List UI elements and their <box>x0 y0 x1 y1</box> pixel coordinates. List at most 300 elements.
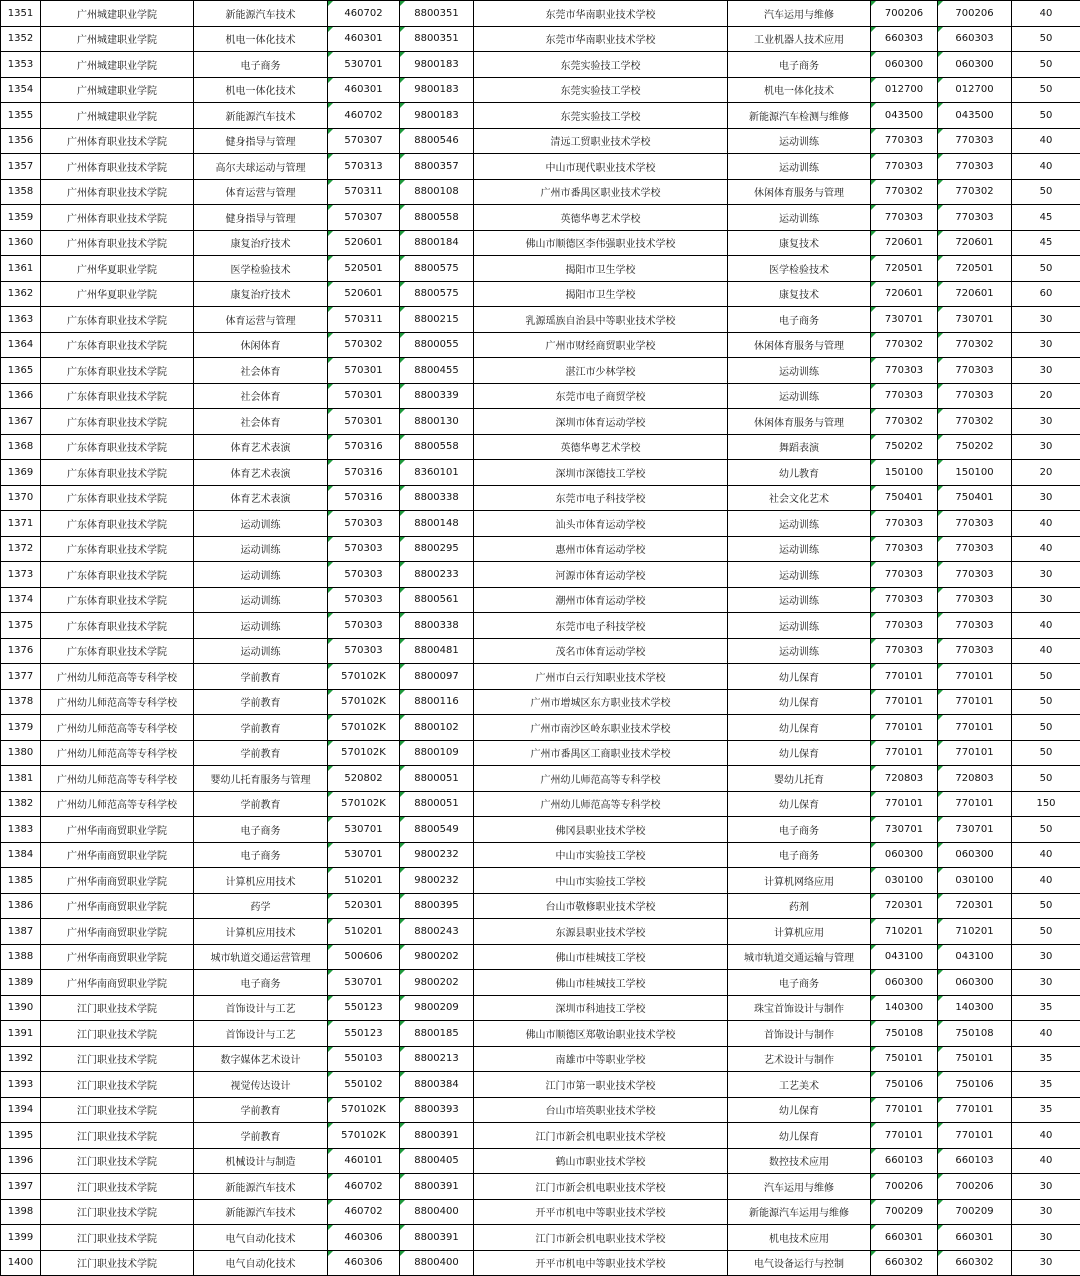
row-number-cell: 1386 <box>1 893 41 919</box>
higher-major-cell: 健身指导与管理 <box>194 205 328 231</box>
higher-major-code-cell: 570102K <box>328 664 400 690</box>
higher-major-code-cell: 570102K <box>328 715 400 741</box>
secondary-major-code-2-cell: 710201 <box>938 919 1012 945</box>
secondary-major-code-2-cell: 720501 <box>938 256 1012 282</box>
higher-major-code-cell: 550102 <box>328 1072 400 1098</box>
higher-major-cell: 高尔夫球运动与管理 <box>194 154 328 180</box>
higher-college-cell: 广东体育职业技术学院 <box>41 613 194 639</box>
row-number-cell: 1368 <box>1 434 41 460</box>
school-code-cell: 8800215 <box>400 307 474 333</box>
higher-major-cell: 社会体育 <box>194 409 328 435</box>
table-row <box>1 281 1080 307</box>
higher-major-code-cell: 460101 <box>328 1148 400 1174</box>
table-row <box>1 1 1080 27</box>
row-number-cell: 1365 <box>1 358 41 384</box>
row-number-cell: 1362 <box>1 281 41 307</box>
enrollment-plan-cell: 30 <box>1012 970 1080 996</box>
secondary-school-cell: 东源县职业技术学校 <box>474 919 728 945</box>
row-number-cell: 1354 <box>1 77 41 103</box>
higher-college-cell: 江门职业技术学院 <box>41 1046 194 1072</box>
secondary-major-code-cell: 750108 <box>871 1021 938 1047</box>
school-code-cell: 8800455 <box>400 358 474 384</box>
higher-major-code-cell: 570102K <box>328 689 400 715</box>
higher-college-cell: 广州城建职业学院 <box>41 1 194 27</box>
secondary-major-cell: 电子商务 <box>728 307 871 333</box>
secondary-major-code-2-cell: 660301 <box>938 1225 1012 1251</box>
higher-major-code-cell: 460702 <box>328 1199 400 1225</box>
school-code-cell: 8800051 <box>400 791 474 817</box>
row-number-cell: 1383 <box>1 817 41 843</box>
enrollment-plan-cell: 50 <box>1012 919 1080 945</box>
row-number-cell: 1366 <box>1 383 41 409</box>
secondary-major-code-cell: 770303 <box>871 128 938 154</box>
higher-college-cell: 广东体育职业技术学院 <box>41 383 194 409</box>
enrollment-plan-cell: 35 <box>1012 1046 1080 1072</box>
secondary-major-code-2-cell: 730701 <box>938 307 1012 333</box>
table-row <box>1 587 1080 613</box>
secondary-major-code-cell: 730701 <box>871 307 938 333</box>
row-number-cell: 1387 <box>1 919 41 945</box>
school-code-cell: 8800116 <box>400 689 474 715</box>
higher-college-cell: 广东体育职业技术学院 <box>41 638 194 664</box>
enrollment-plan-cell: 40 <box>1012 1123 1080 1149</box>
secondary-major-cell: 机电一体化技术 <box>728 77 871 103</box>
enrollment-plan-cell: 50 <box>1012 766 1080 792</box>
row-number-cell: 1359 <box>1 205 41 231</box>
secondary-major-code-2-cell: 660302 <box>938 1250 1012 1276</box>
higher-major-cell: 运动训练 <box>194 562 328 588</box>
table-row <box>1 562 1080 588</box>
secondary-major-code-2-cell: 770101 <box>938 1123 1012 1149</box>
secondary-school-cell: 东莞实验技工学校 <box>474 77 728 103</box>
higher-major-cell: 社会体育 <box>194 358 328 384</box>
enrollment-plan-cell: 30 <box>1012 358 1080 384</box>
secondary-major-code-cell: 770303 <box>871 613 938 639</box>
higher-major-code-cell: 530701 <box>328 970 400 996</box>
row-number-cell: 1396 <box>1 1148 41 1174</box>
higher-major-cell: 康复治疗技术 <box>194 230 328 256</box>
secondary-major-code-2-cell: 770302 <box>938 179 1012 205</box>
school-code-cell: 8800400 <box>400 1250 474 1276</box>
secondary-major-code-2-cell: 770101 <box>938 740 1012 766</box>
higher-major-code-cell: 570303 <box>328 562 400 588</box>
secondary-major-code-cell: 720301 <box>871 893 938 919</box>
table-row <box>1 893 1080 919</box>
school-code-cell: 8800148 <box>400 511 474 537</box>
secondary-major-code-cell: 043100 <box>871 944 938 970</box>
school-code-cell: 8800546 <box>400 128 474 154</box>
secondary-major-cell: 运动训练 <box>728 536 871 562</box>
higher-college-cell: 广州华南商贸职业学院 <box>41 970 194 996</box>
secondary-major-code-2-cell: 770101 <box>938 664 1012 690</box>
table-row <box>1 128 1080 154</box>
enrollment-plan-cell: 40 <box>1012 1 1080 27</box>
school-code-cell: 8800295 <box>400 536 474 562</box>
secondary-school-cell: 英德华粤艺术学校 <box>474 434 728 460</box>
school-code-cell: 8800109 <box>400 740 474 766</box>
higher-college-cell: 广东体育职业技术学院 <box>41 307 194 333</box>
school-code-cell: 8800405 <box>400 1148 474 1174</box>
secondary-major-cell: 工艺美术 <box>728 1072 871 1098</box>
higher-major-cell: 机电一体化技术 <box>194 77 328 103</box>
secondary-school-cell: 东莞市电子商贸学校 <box>474 383 728 409</box>
secondary-major-code-2-cell: 770303 <box>938 613 1012 639</box>
higher-major-code-cell: 520301 <box>328 893 400 919</box>
secondary-major-code-cell: 140300 <box>871 995 938 1021</box>
school-code-cell: 9800183 <box>400 77 474 103</box>
higher-college-cell: 广州体育职业技术学院 <box>41 230 194 256</box>
row-number-cell: 1351 <box>1 1 41 27</box>
school-code-cell: 8800233 <box>400 562 474 588</box>
table-row <box>1 664 1080 690</box>
higher-major-cell: 电子商务 <box>194 52 328 78</box>
table-row <box>1 1250 1080 1276</box>
secondary-major-code-2-cell: 770303 <box>938 587 1012 613</box>
secondary-major-cell: 幼儿保育 <box>728 1097 871 1123</box>
school-code-cell: 8800391 <box>400 1123 474 1149</box>
table-row <box>1 383 1080 409</box>
higher-major-cell: 社会体育 <box>194 383 328 409</box>
secondary-major-cell: 幼儿保育 <box>728 715 871 741</box>
higher-college-cell: 广州幼儿师范高等专科学校 <box>41 740 194 766</box>
school-code-cell: 8800243 <box>400 919 474 945</box>
higher-major-cell: 电气自动化技术 <box>194 1250 328 1276</box>
enrollment-plan-cell: 30 <box>1012 434 1080 460</box>
secondary-school-cell: 佛山市顺德区郑敬诒职业技术学校 <box>474 1021 728 1047</box>
secondary-major-code-cell: 770303 <box>871 587 938 613</box>
secondary-major-code-cell: 030100 <box>871 868 938 894</box>
table-row <box>1 766 1080 792</box>
higher-major-cell: 体育艺术表演 <box>194 434 328 460</box>
table-row <box>1 715 1080 741</box>
secondary-school-cell: 广州市白云行知职业技术学校 <box>474 664 728 690</box>
secondary-major-code-cell: 710201 <box>871 919 938 945</box>
secondary-major-cell: 运动训练 <box>728 154 871 180</box>
enrollment-plan-cell: 40 <box>1012 842 1080 868</box>
secondary-major-code-2-cell: 720301 <box>938 893 1012 919</box>
higher-college-cell: 广州幼儿师范高等专科学校 <box>41 766 194 792</box>
secondary-major-code-cell: 060300 <box>871 842 938 868</box>
school-code-cell: 9800202 <box>400 944 474 970</box>
secondary-major-code-2-cell: 770303 <box>938 205 1012 231</box>
row-number-cell: 1371 <box>1 511 41 537</box>
secondary-major-cell: 艺术设计与制作 <box>728 1046 871 1072</box>
school-code-cell: 9800232 <box>400 842 474 868</box>
secondary-school-cell: 揭阳市卫生学校 <box>474 281 728 307</box>
row-number-cell: 1357 <box>1 154 41 180</box>
secondary-school-cell: 东莞市电子科技学校 <box>474 485 728 511</box>
higher-major-code-cell: 460306 <box>328 1250 400 1276</box>
row-number-cell: 1361 <box>1 256 41 282</box>
secondary-major-code-2-cell: 060300 <box>938 52 1012 78</box>
enrollment-plan-cell: 40 <box>1012 536 1080 562</box>
secondary-major-cell: 运动训练 <box>728 358 871 384</box>
secondary-school-cell: 湛江市少林学校 <box>474 358 728 384</box>
secondary-school-cell: 中山市现代职业技术学校 <box>474 154 728 180</box>
table-row <box>1 1097 1080 1123</box>
higher-college-cell: 广州华南商贸职业学院 <box>41 919 194 945</box>
secondary-major-code-2-cell: 770303 <box>938 536 1012 562</box>
row-number-cell: 1382 <box>1 791 41 817</box>
secondary-major-cell: 运动训练 <box>728 638 871 664</box>
enrollment-plan-cell: 40 <box>1012 511 1080 537</box>
secondary-major-code-2-cell: 770303 <box>938 358 1012 384</box>
secondary-school-cell: 深圳市体育运动学校 <box>474 409 728 435</box>
school-code-cell: 8800338 <box>400 485 474 511</box>
row-number-cell: 1370 <box>1 485 41 511</box>
enrollment-plan-cell: 50 <box>1012 256 1080 282</box>
enrollment-plan-cell: 30 <box>1012 562 1080 588</box>
secondary-major-cell: 城市轨道交通运输与管理 <box>728 944 871 970</box>
higher-major-cell: 机电一体化技术 <box>194 26 328 52</box>
higher-major-cell: 电子商务 <box>194 970 328 996</box>
enrollment-plan-cell: 50 <box>1012 26 1080 52</box>
secondary-major-cell: 婴幼儿托育 <box>728 766 871 792</box>
secondary-major-code-cell: 660103 <box>871 1148 938 1174</box>
higher-major-cell: 数字媒体艺术设计 <box>194 1046 328 1072</box>
secondary-school-cell: 惠州市体育运动学校 <box>474 536 728 562</box>
enrollment-plan-cell: 20 <box>1012 460 1080 486</box>
row-number-cell: 1356 <box>1 128 41 154</box>
higher-major-cell: 计算机应用技术 <box>194 868 328 894</box>
higher-major-cell: 电子商务 <box>194 817 328 843</box>
school-code-cell: 8800549 <box>400 817 474 843</box>
higher-college-cell: 江门职业技术学院 <box>41 1174 194 1200</box>
higher-college-cell: 广州华夏职业学院 <box>41 256 194 282</box>
higher-college-cell: 广州城建职业学院 <box>41 52 194 78</box>
secondary-major-code-2-cell: 700206 <box>938 1 1012 27</box>
school-code-cell: 8800357 <box>400 154 474 180</box>
higher-major-code-cell: 570303 <box>328 536 400 562</box>
higher-major-cell: 休闲体育 <box>194 332 328 358</box>
higher-major-code-cell: 570311 <box>328 179 400 205</box>
secondary-major-code-2-cell: 043500 <box>938 103 1012 129</box>
enrollment-plan-cell: 35 <box>1012 995 1080 1021</box>
higher-college-cell: 广州幼儿师范高等专科学校 <box>41 715 194 741</box>
row-number-cell: 1394 <box>1 1097 41 1123</box>
secondary-major-code-cell: 060300 <box>871 970 938 996</box>
school-code-cell: 8800338 <box>400 613 474 639</box>
higher-college-cell: 广州幼儿师范高等专科学校 <box>41 791 194 817</box>
secondary-major-cell: 幼儿保育 <box>728 664 871 690</box>
table-row <box>1 77 1080 103</box>
table-row <box>1 26 1080 52</box>
table-row <box>1 1148 1080 1174</box>
secondary-major-code-2-cell: 770101 <box>938 689 1012 715</box>
higher-major-cell: 视觉传达设计 <box>194 1072 328 1098</box>
secondary-major-cell: 幼儿保育 <box>728 791 871 817</box>
school-code-cell: 8800391 <box>400 1174 474 1200</box>
secondary-major-code-cell: 700209 <box>871 1199 938 1225</box>
enrollment-plan-cell: 50 <box>1012 52 1080 78</box>
higher-major-code-cell: 570102K <box>328 740 400 766</box>
secondary-major-cell: 幼儿保育 <box>728 689 871 715</box>
secondary-major-code-2-cell: 700209 <box>938 1199 1012 1225</box>
secondary-major-code-cell: 770303 <box>871 154 938 180</box>
secondary-major-code-2-cell: 720803 <box>938 766 1012 792</box>
school-code-cell: 8800400 <box>400 1199 474 1225</box>
table-row <box>1 1199 1080 1225</box>
table-row <box>1 613 1080 639</box>
secondary-major-code-2-cell: 770302 <box>938 409 1012 435</box>
table-row <box>1 358 1080 384</box>
higher-major-cell: 运动训练 <box>194 638 328 664</box>
secondary-major-code-cell: 770101 <box>871 689 938 715</box>
secondary-major-cell: 幼儿保育 <box>728 1123 871 1149</box>
higher-major-cell: 首饰设计与工艺 <box>194 995 328 1021</box>
higher-major-code-cell: 570313 <box>328 154 400 180</box>
higher-major-cell: 体育艺术表演 <box>194 485 328 511</box>
school-code-cell: 8800575 <box>400 256 474 282</box>
secondary-school-cell: 江门市新会机电职业技术学校 <box>474 1225 728 1251</box>
secondary-school-cell: 汕头市体育运动学校 <box>474 511 728 537</box>
enrollment-plan-cell: 30 <box>1012 332 1080 358</box>
school-code-cell: 8800351 <box>400 1 474 27</box>
secondary-major-cell: 运动训练 <box>728 613 871 639</box>
enrollment-plan-cell: 40 <box>1012 868 1080 894</box>
higher-major-cell: 新能源汽车技术 <box>194 1174 328 1200</box>
enrollment-plan-cell: 40 <box>1012 1148 1080 1174</box>
row-number-cell: 1376 <box>1 638 41 664</box>
secondary-major-code-cell: 770101 <box>871 740 938 766</box>
secondary-school-cell: 开平市机电中等职业技术学校 <box>474 1199 728 1225</box>
secondary-major-cell: 休闲体育服务与管理 <box>728 409 871 435</box>
higher-major-code-cell: 570102K <box>328 791 400 817</box>
higher-major-code-cell: 570303 <box>328 511 400 537</box>
school-code-cell: 8800339 <box>400 383 474 409</box>
higher-major-cell: 机械设计与制造 <box>194 1148 328 1174</box>
secondary-major-code-cell: 770302 <box>871 409 938 435</box>
higher-major-code-cell: 460301 <box>328 26 400 52</box>
secondary-major-cell: 机电技术应用 <box>728 1225 871 1251</box>
school-code-cell: 8800558 <box>400 205 474 231</box>
table-row <box>1 868 1080 894</box>
enrollment-plan-cell: 30 <box>1012 485 1080 511</box>
row-number-cell: 1388 <box>1 944 41 970</box>
row-number-cell: 1379 <box>1 715 41 741</box>
higher-major-code-cell: 570301 <box>328 409 400 435</box>
higher-college-cell: 江门职业技术学院 <box>41 1097 194 1123</box>
table-row <box>1 1072 1080 1098</box>
higher-major-code-cell: 570302 <box>328 332 400 358</box>
higher-major-code-cell: 530701 <box>328 817 400 843</box>
higher-major-code-cell: 570316 <box>328 460 400 486</box>
higher-major-code-cell: 570307 <box>328 128 400 154</box>
secondary-major-code-cell: 770303 <box>871 536 938 562</box>
school-code-cell: 9800232 <box>400 868 474 894</box>
secondary-school-cell: 英德华粤艺术学校 <box>474 205 728 231</box>
higher-major-code-cell: 570316 <box>328 434 400 460</box>
higher-college-cell: 广州华夏职业学院 <box>41 281 194 307</box>
secondary-school-cell: 江门市第一职业技术学校 <box>474 1072 728 1098</box>
enrollment-plan-cell: 35 <box>1012 1072 1080 1098</box>
higher-major-code-cell: 460301 <box>328 77 400 103</box>
secondary-major-cell: 数控技术应用 <box>728 1148 871 1174</box>
higher-major-code-cell: 520601 <box>328 230 400 256</box>
table-row <box>1 52 1080 78</box>
higher-major-cell: 电气自动化技术 <box>194 1225 328 1251</box>
higher-major-code-cell: 570316 <box>328 485 400 511</box>
higher-major-code-cell: 570303 <box>328 587 400 613</box>
table-row <box>1 919 1080 945</box>
enrollment-plan-cell: 40 <box>1012 613 1080 639</box>
higher-major-cell: 学前教育 <box>194 664 328 690</box>
secondary-school-cell: 佛山市顺德区李伟强职业技术学校 <box>474 230 728 256</box>
enrollment-plan-cell: 50 <box>1012 664 1080 690</box>
enrollment-plan-cell: 50 <box>1012 893 1080 919</box>
enrollment-plan-cell: 50 <box>1012 689 1080 715</box>
table-row <box>1 638 1080 664</box>
table-row <box>1 154 1080 180</box>
school-code-cell: 8800575 <box>400 281 474 307</box>
row-number-cell: 1380 <box>1 740 41 766</box>
higher-college-cell: 广州城建职业学院 <box>41 103 194 129</box>
secondary-major-cell: 幼儿保育 <box>728 740 871 766</box>
higher-major-code-cell: 570102K <box>328 1123 400 1149</box>
row-number-cell: 1399 <box>1 1225 41 1251</box>
secondary-major-cell: 休闲体育服务与管理 <box>728 179 871 205</box>
higher-college-cell: 广东体育职业技术学院 <box>41 485 194 511</box>
school-code-cell: 8800558 <box>400 434 474 460</box>
higher-major-cell: 学前教育 <box>194 1097 328 1123</box>
secondary-major-cell: 医学检验技术 <box>728 256 871 282</box>
secondary-major-cell: 汽车运用与维修 <box>728 1 871 27</box>
enrollment-plan-cell: 50 <box>1012 179 1080 205</box>
higher-college-cell: 广州体育职业技术学院 <box>41 154 194 180</box>
secondary-major-cell: 康复技术 <box>728 281 871 307</box>
secondary-major-code-cell: 012700 <box>871 77 938 103</box>
secondary-major-code-cell: 770303 <box>871 638 938 664</box>
school-code-cell: 8800481 <box>400 638 474 664</box>
higher-college-cell: 江门职业技术学院 <box>41 1072 194 1098</box>
secondary-major-code-2-cell: 720601 <box>938 281 1012 307</box>
table-row <box>1 689 1080 715</box>
school-code-cell: 8800055 <box>400 332 474 358</box>
secondary-school-cell: 广州市南沙区岭东职业技术学校 <box>474 715 728 741</box>
table-row <box>1 817 1080 843</box>
enrollment-plan-cell: 30 <box>1012 1225 1080 1251</box>
school-code-cell: 9800183 <box>400 103 474 129</box>
secondary-major-cell: 新能源汽车检测与维修 <box>728 103 871 129</box>
secondary-major-cell: 电子商务 <box>728 842 871 868</box>
secondary-major-code-2-cell: 660303 <box>938 26 1012 52</box>
enrollment-plan-cell: 50 <box>1012 817 1080 843</box>
secondary-major-code-cell: 770303 <box>871 562 938 588</box>
secondary-major-code-2-cell: 770303 <box>938 511 1012 537</box>
school-code-cell: 8800185 <box>400 1021 474 1047</box>
row-number-cell: 1393 <box>1 1072 41 1098</box>
table-row <box>1 1046 1080 1072</box>
higher-major-cell: 体育艺术表演 <box>194 460 328 486</box>
secondary-major-code-2-cell: 770101 <box>938 791 1012 817</box>
row-number-cell: 1374 <box>1 587 41 613</box>
secondary-school-cell: 台山市敬修职业技术学校 <box>474 893 728 919</box>
higher-major-cell: 药学 <box>194 893 328 919</box>
table-row <box>1 485 1080 511</box>
secondary-school-cell: 广州市番禺区工商职业技术学校 <box>474 740 728 766</box>
secondary-school-cell: 东莞实验技工学校 <box>474 103 728 129</box>
secondary-major-code-cell: 060300 <box>871 52 938 78</box>
secondary-school-cell: 中山市实验技工学校 <box>474 868 728 894</box>
higher-major-cell: 婴幼儿托育服务与管理 <box>194 766 328 792</box>
row-number-cell: 1389 <box>1 970 41 996</box>
secondary-school-cell: 广州幼儿师范高等专科学校 <box>474 766 728 792</box>
higher-major-cell: 新能源汽车技术 <box>194 1 328 27</box>
enrollment-plan-cell: 45 <box>1012 205 1080 231</box>
higher-major-cell: 城市轨道交通运营管理 <box>194 944 328 970</box>
secondary-major-cell: 舞蹈表演 <box>728 434 871 460</box>
table-row <box>1 944 1080 970</box>
